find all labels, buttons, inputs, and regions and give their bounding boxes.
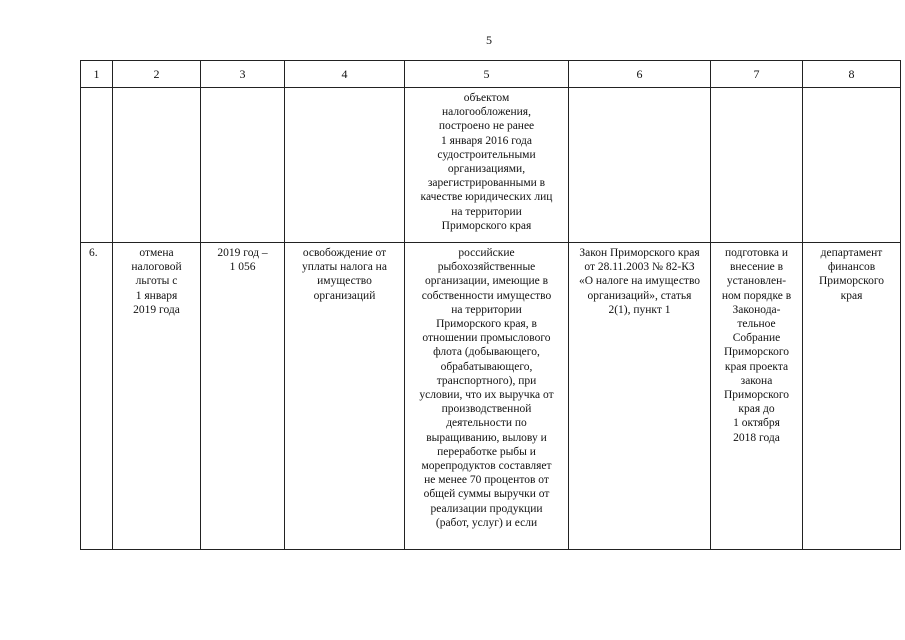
header-cell-6: 6 [569,61,711,88]
cell-empty [711,88,803,243]
cell-benefit-type [285,243,405,550]
header-cell-1: 1 [81,61,113,88]
action-text: подготовка и внесение в установлен- ном порядке в Законода- тельное Собрание Приморского края проекта закона Приморского края до 1 октября 2018 года [721,247,792,444]
cell-empty [803,88,901,243]
benefit-type-text: освобождение от уплаты налога на имущество организаций [302,247,387,302]
header-cell-5: 5 [405,61,569,88]
cell-responsible [803,243,901,550]
cell-empty [285,88,405,243]
continuation-description-text: объектом налогообложения, построено не ранее 1 января 2016 года судостроительными организациями, зарегистрированными в качестве юридических лиц на территории Приморского края [420,92,553,232]
cell-empty [81,88,113,243]
header-cell-2: 2 [113,61,201,88]
row-number-text: 6. [89,247,98,259]
cell-amount [201,243,285,550]
cell-action [711,243,803,550]
page-number: 5 [486,33,492,47]
cell-empty [569,88,711,243]
responsible-text: департамент финансов Приморского края [818,247,885,302]
cell-recipients [405,243,569,550]
recipients-text: российские рыбохозяйственные организации, имеющие в собственности имущество на территории Приморского края, в отношении промыслового флота (добывающего, обрабатывающего, транспортного), при условии, что их выручка от производственной деятельности по выращиванию, вылову и переработке рыбы и морепродуктов составляет не менее 70 процентов от общей суммы выручки от реализации продукции (работ, услуг) и если [419,247,554,529]
cell-empty [201,88,285,243]
cell-law-reference [569,243,711,550]
table-row-continuation [81,88,901,243]
measure-text: отмена налоговой льготы с 1 января 2019 года [131,247,182,316]
cell-continuation-description [405,88,569,243]
amount-text: 2019 год – 1 056 [217,247,268,274]
table-header-row [81,61,901,88]
cell-row-number [81,243,113,550]
cell-measure [113,243,201,550]
header-cell-7: 7 [711,61,803,88]
law-reference-text: Закон Приморского края от 28.11.2003 № 82-КЗ «О налоге на имущество организаций», статья 2(1), пункт 1 [578,247,701,316]
cell-empty [113,88,201,243]
header-cell-8: 8 [803,61,901,88]
header-cell-4: 4 [285,61,405,88]
header-cell-3: 3 [201,61,285,88]
table-row-6 [81,243,901,550]
tax-benefits-table [80,60,901,550]
